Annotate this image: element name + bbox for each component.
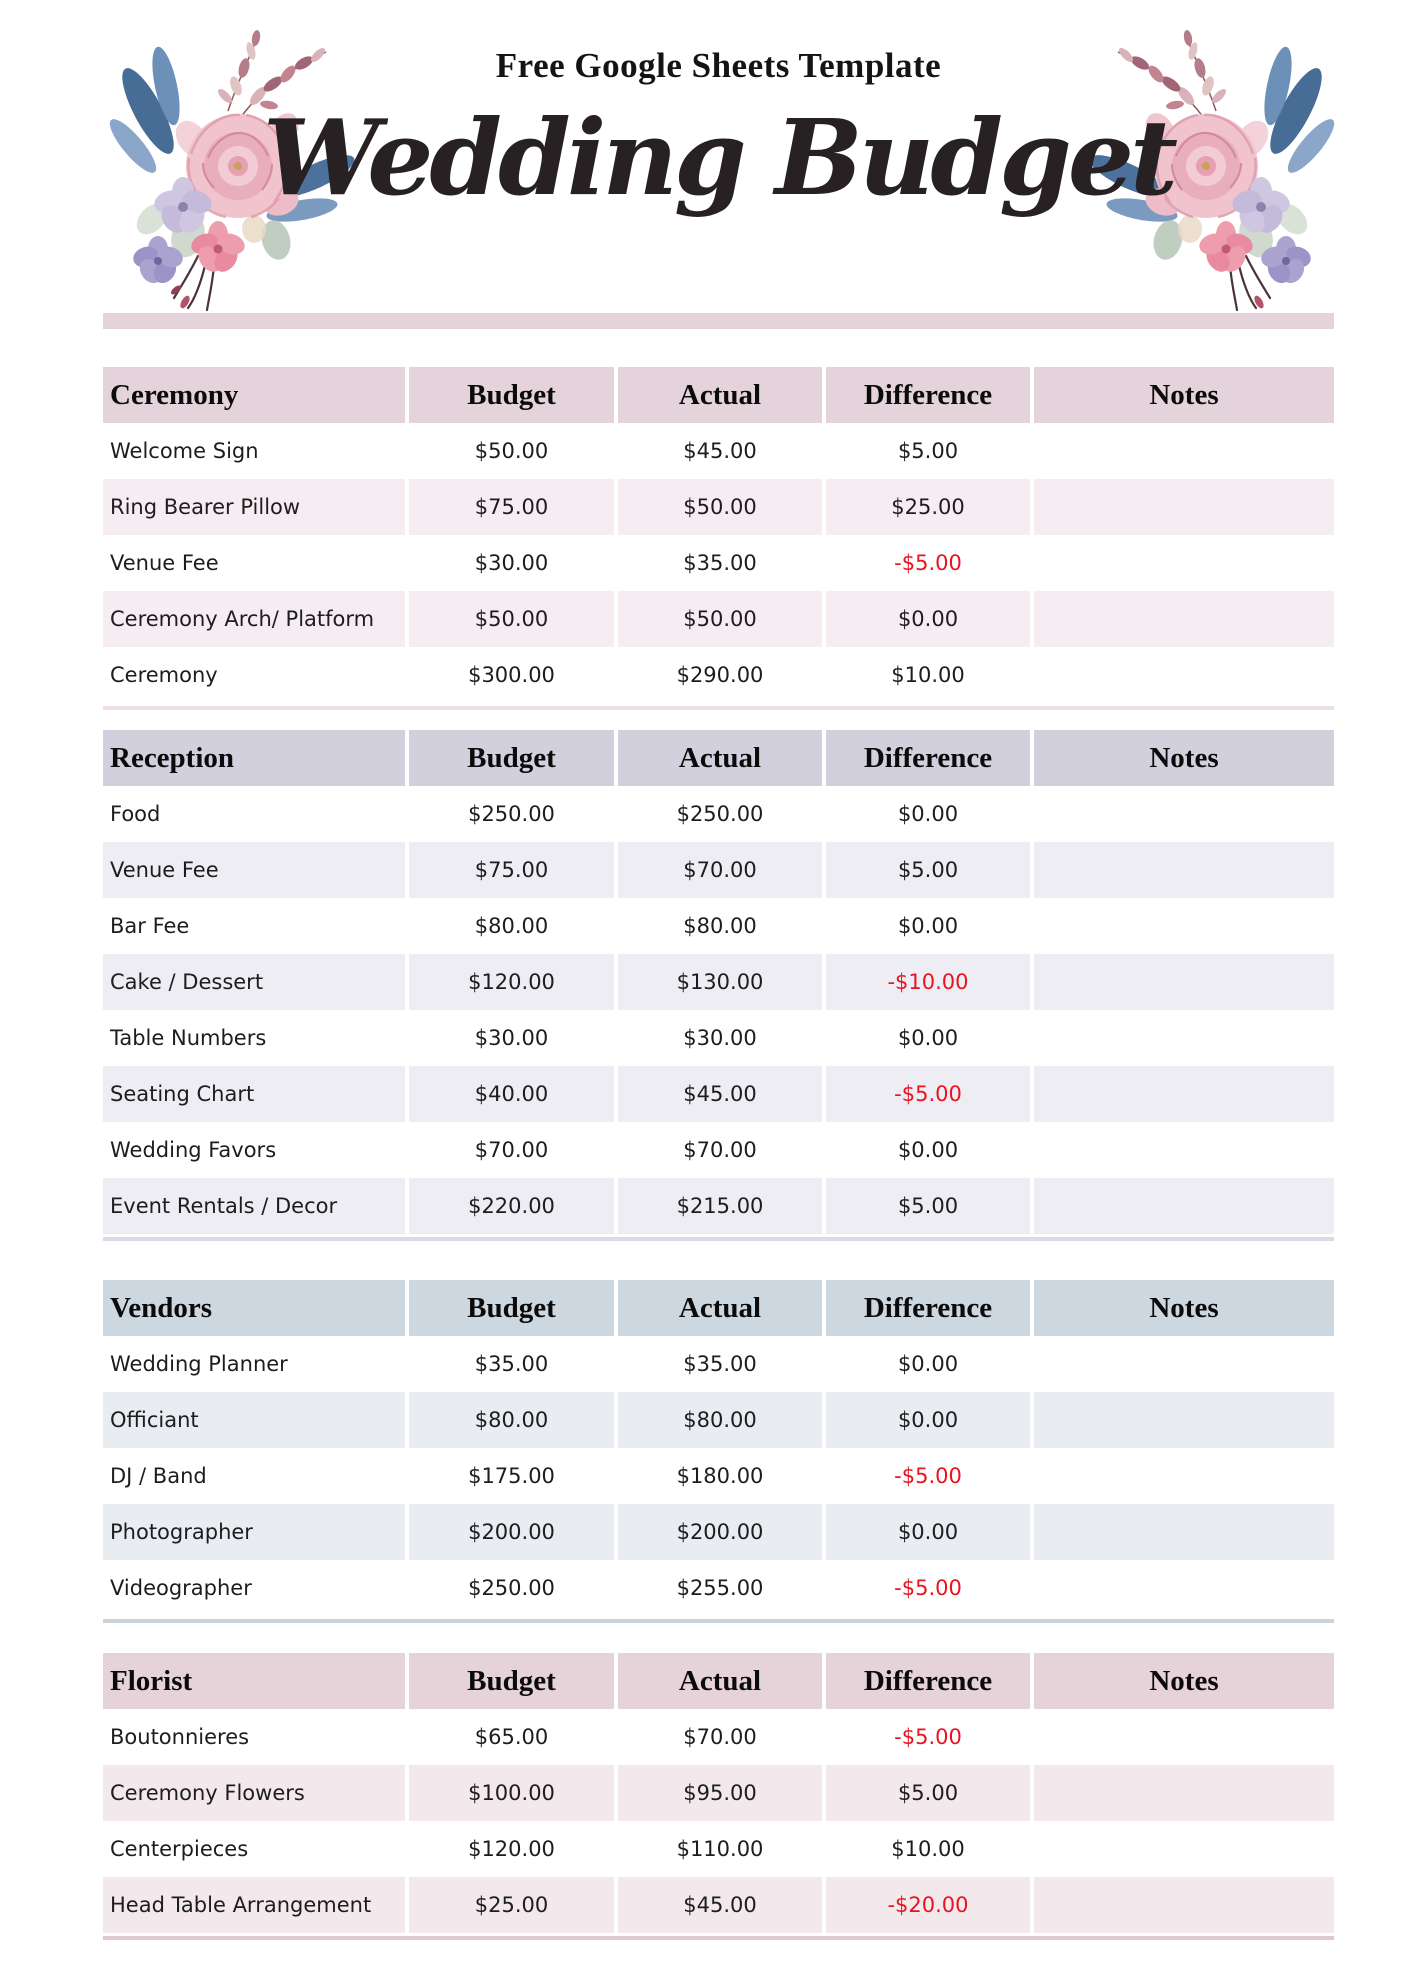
notes-cell [1034, 1392, 1334, 1448]
table-row [103, 1765, 1334, 1821]
table-row [103, 786, 1334, 842]
item-label-cell: Ring Bearer Pillow [103, 479, 405, 535]
item-label-cell: Seating Chart [103, 1066, 405, 1122]
item-label-cell: Cake / Dessert [103, 954, 405, 1010]
item-label-cell: Bar Fee [110, 914, 190, 938]
table-body [103, 1709, 1334, 1933]
difference-cell: -$5.00 [894, 1725, 962, 1749]
notes-cell [1034, 1765, 1334, 1821]
table-title: Ceremony [103, 367, 405, 423]
table-reception [103, 730, 1334, 1241]
budget-cell: $25.00 [409, 1877, 614, 1933]
column-header-budget: Budget [409, 730, 614, 786]
table-row [103, 1709, 1334, 1765]
column-header-budget: Budget [409, 367, 614, 423]
actual-cell: $35.00 [683, 551, 757, 575]
actual-cell: $50.00 [618, 591, 822, 647]
column-header-notes: Notes [1034, 1653, 1334, 1709]
column-header-notes: Notes [1034, 1280, 1334, 1336]
difference-cell: $5.00 [826, 1765, 1030, 1821]
table-body [103, 423, 1334, 703]
difference-cell: -$5.00 [894, 1576, 962, 1600]
table-row [103, 423, 1334, 479]
budget-cell: $100.00 [409, 1765, 614, 1821]
item-label-cell: Photographer [103, 1504, 405, 1560]
table-florist [103, 1653, 1334, 1940]
table-row [103, 1010, 1334, 1066]
difference-cell: $0.00 [826, 1392, 1030, 1448]
table-row [103, 1448, 1334, 1504]
table-bottom-border [103, 1619, 1334, 1623]
column-header-difference: Difference [826, 1653, 1030, 1709]
table-header-row [103, 730, 1334, 786]
notes-cell [1034, 423, 1334, 479]
table-row [103, 898, 1334, 954]
difference-cell: $0.00 [897, 1026, 959, 1050]
table-row [103, 479, 1334, 535]
notes-cell [1034, 1709, 1334, 1765]
budget-cell: $200.00 [409, 1504, 614, 1560]
budget-cell: $220.00 [409, 1178, 614, 1234]
item-label-cell: Officiant [103, 1392, 405, 1448]
budget-cell: $75.00 [409, 842, 614, 898]
difference-cell: $10.00 [891, 1837, 965, 1861]
template-subtitle: Free Google Sheets Template [495, 46, 942, 85]
column-header-difference: Difference [826, 1280, 1030, 1336]
notes-cell [1034, 1178, 1334, 1234]
budget-cell: $80.00 [474, 914, 549, 938]
table-row [103, 1066, 1334, 1122]
actual-cell: $200.00 [618, 1504, 822, 1560]
actual-cell: $45.00 [618, 1877, 822, 1933]
actual-cell: $95.00 [618, 1765, 822, 1821]
column-header-budget: Budget [409, 1653, 614, 1709]
difference-cell: -$5.00 [894, 1464, 962, 1488]
column-header-actual: Actual [618, 1653, 822, 1709]
item-label-cell: Venue Fee [103, 842, 405, 898]
budget-cell: $120.00 [468, 1837, 555, 1861]
actual-cell: $180.00 [676, 1464, 764, 1488]
table-row [103, 1504, 1334, 1560]
budget-cell: $30.00 [474, 551, 549, 575]
column-header-budget: Budget [409, 1280, 614, 1336]
page-title: Wedding Budget [262, 96, 1175, 219]
difference-cell: $5.00 [826, 842, 1030, 898]
item-label-cell: Ceremony [110, 663, 218, 687]
item-label-cell: Table Numbers [110, 1026, 267, 1050]
budget-cell: $80.00 [409, 1392, 614, 1448]
budget-cell: $250.00 [468, 802, 555, 826]
item-label-cell: Wedding Planner [110, 1352, 288, 1376]
difference-cell: $0.00 [826, 591, 1030, 647]
notes-cell [1034, 898, 1334, 954]
item-label-cell: Welcome Sign [110, 439, 259, 463]
item-label-cell: Centerpieces [110, 1837, 249, 1861]
notes-cell [1034, 1010, 1334, 1066]
table-vendors [103, 1280, 1334, 1623]
column-header-actual: Actual [618, 730, 822, 786]
table-row [103, 535, 1334, 591]
actual-cell: $130.00 [618, 954, 822, 1010]
table-row [103, 954, 1334, 1010]
actual-cell: $110.00 [676, 1837, 764, 1861]
table-bottom-border [103, 1237, 1334, 1241]
difference-cell: -$20.00 [826, 1877, 1030, 1933]
table-header-row [103, 1653, 1334, 1709]
table-row [103, 647, 1334, 703]
difference-cell: -$5.00 [894, 551, 962, 575]
notes-cell [1034, 1821, 1334, 1877]
actual-cell: $255.00 [676, 1576, 764, 1600]
difference-cell: -$5.00 [826, 1066, 1030, 1122]
budget-cell: $30.00 [474, 1026, 549, 1050]
notes-cell [1034, 1066, 1334, 1122]
notes-cell [1034, 1560, 1334, 1616]
table-title: Reception [103, 730, 405, 786]
difference-cell: $0.00 [826, 1504, 1030, 1560]
budget-cell: $50.00 [474, 439, 549, 463]
notes-cell [1034, 535, 1334, 591]
difference-cell: $0.00 [897, 1138, 959, 1162]
actual-cell: $50.00 [618, 479, 822, 535]
table-ceremony [103, 367, 1334, 710]
notes-cell [1034, 1122, 1334, 1178]
actual-cell: $70.00 [683, 1138, 757, 1162]
item-label-cell: Ceremony Arch/ Platform [103, 591, 405, 647]
difference-cell: $25.00 [826, 479, 1030, 535]
column-header-actual: Actual [618, 367, 822, 423]
column-header-actual: Actual [618, 1280, 822, 1336]
difference-cell: $5.00 [897, 439, 959, 463]
table-row [103, 1560, 1334, 1616]
table-row [103, 1178, 1334, 1234]
actual-cell: $250.00 [676, 802, 764, 826]
budget-cell: $75.00 [409, 479, 614, 535]
difference-cell: $10.00 [891, 663, 965, 687]
notes-cell [1034, 786, 1334, 842]
table-bottom-border [103, 1936, 1334, 1940]
item-label-cell: Wedding Favors [110, 1138, 277, 1162]
budget-cell: $50.00 [409, 591, 614, 647]
actual-cell: $70.00 [618, 842, 822, 898]
item-label-cell: Venue Fee [110, 551, 219, 575]
table-row [103, 591, 1334, 647]
actual-cell: $35.00 [683, 1352, 757, 1376]
notes-cell [1034, 842, 1334, 898]
column-header-difference: Difference [826, 730, 1030, 786]
table-row [103, 1821, 1334, 1877]
budget-cell: $70.00 [474, 1138, 549, 1162]
difference-cell: $0.00 [897, 914, 959, 938]
table-title: Florist [103, 1653, 405, 1709]
column-header-notes: Notes [1034, 367, 1334, 423]
actual-cell: $80.00 [618, 1392, 822, 1448]
table-row [103, 842, 1334, 898]
table-title: Vendors [103, 1280, 405, 1336]
notes-cell [1034, 954, 1334, 1010]
table-body [103, 786, 1334, 1234]
difference-cell: -$10.00 [826, 954, 1030, 1010]
table-row [103, 1336, 1334, 1392]
actual-cell: $45.00 [683, 439, 757, 463]
table-row [103, 1122, 1334, 1178]
budget-cell: $300.00 [468, 663, 555, 687]
budget-cell: $40.00 [409, 1066, 614, 1122]
item-label-cell: Videographer [110, 1576, 252, 1600]
actual-cell: $70.00 [683, 1725, 757, 1749]
column-header-notes: Notes [1034, 730, 1334, 786]
budget-cell: $35.00 [474, 1352, 549, 1376]
table-body [103, 1336, 1334, 1616]
table-row [103, 1392, 1334, 1448]
difference-cell: $0.00 [897, 1352, 959, 1376]
budget-cell: $175.00 [468, 1464, 555, 1488]
item-label-cell: Event Rentals / Decor [103, 1178, 405, 1234]
item-label-cell: Food [110, 802, 161, 826]
notes-cell [1034, 647, 1334, 703]
table-header-row [103, 1280, 1334, 1336]
table-header-row [103, 367, 1334, 423]
notes-cell [1034, 1448, 1334, 1504]
actual-cell: $215.00 [618, 1178, 822, 1234]
budget-cell: $65.00 [474, 1725, 549, 1749]
actual-cell: $45.00 [618, 1066, 822, 1122]
table-bottom-border [103, 706, 1334, 710]
actual-cell: $80.00 [683, 914, 757, 938]
notes-cell [1034, 1877, 1334, 1933]
actual-cell: $290.00 [676, 663, 764, 687]
notes-cell [1034, 1504, 1334, 1560]
notes-cell [1034, 1336, 1334, 1392]
column-header-difference: Difference [826, 367, 1030, 423]
item-label-cell: Head Table Arrangement [103, 1877, 405, 1933]
difference-cell: $0.00 [897, 802, 959, 826]
difference-cell: $5.00 [826, 1178, 1030, 1234]
item-label-cell: Ceremony Flowers [103, 1765, 405, 1821]
item-label-cell: DJ / Band [110, 1464, 207, 1488]
notes-cell [1034, 591, 1334, 647]
table-row [103, 1877, 1334, 1933]
item-label-cell: Boutonnieres [110, 1725, 250, 1749]
budget-cell: $250.00 [468, 1576, 555, 1600]
notes-cell [1034, 479, 1334, 535]
budget-cell: $120.00 [409, 954, 614, 1010]
actual-cell: $30.00 [683, 1026, 757, 1050]
